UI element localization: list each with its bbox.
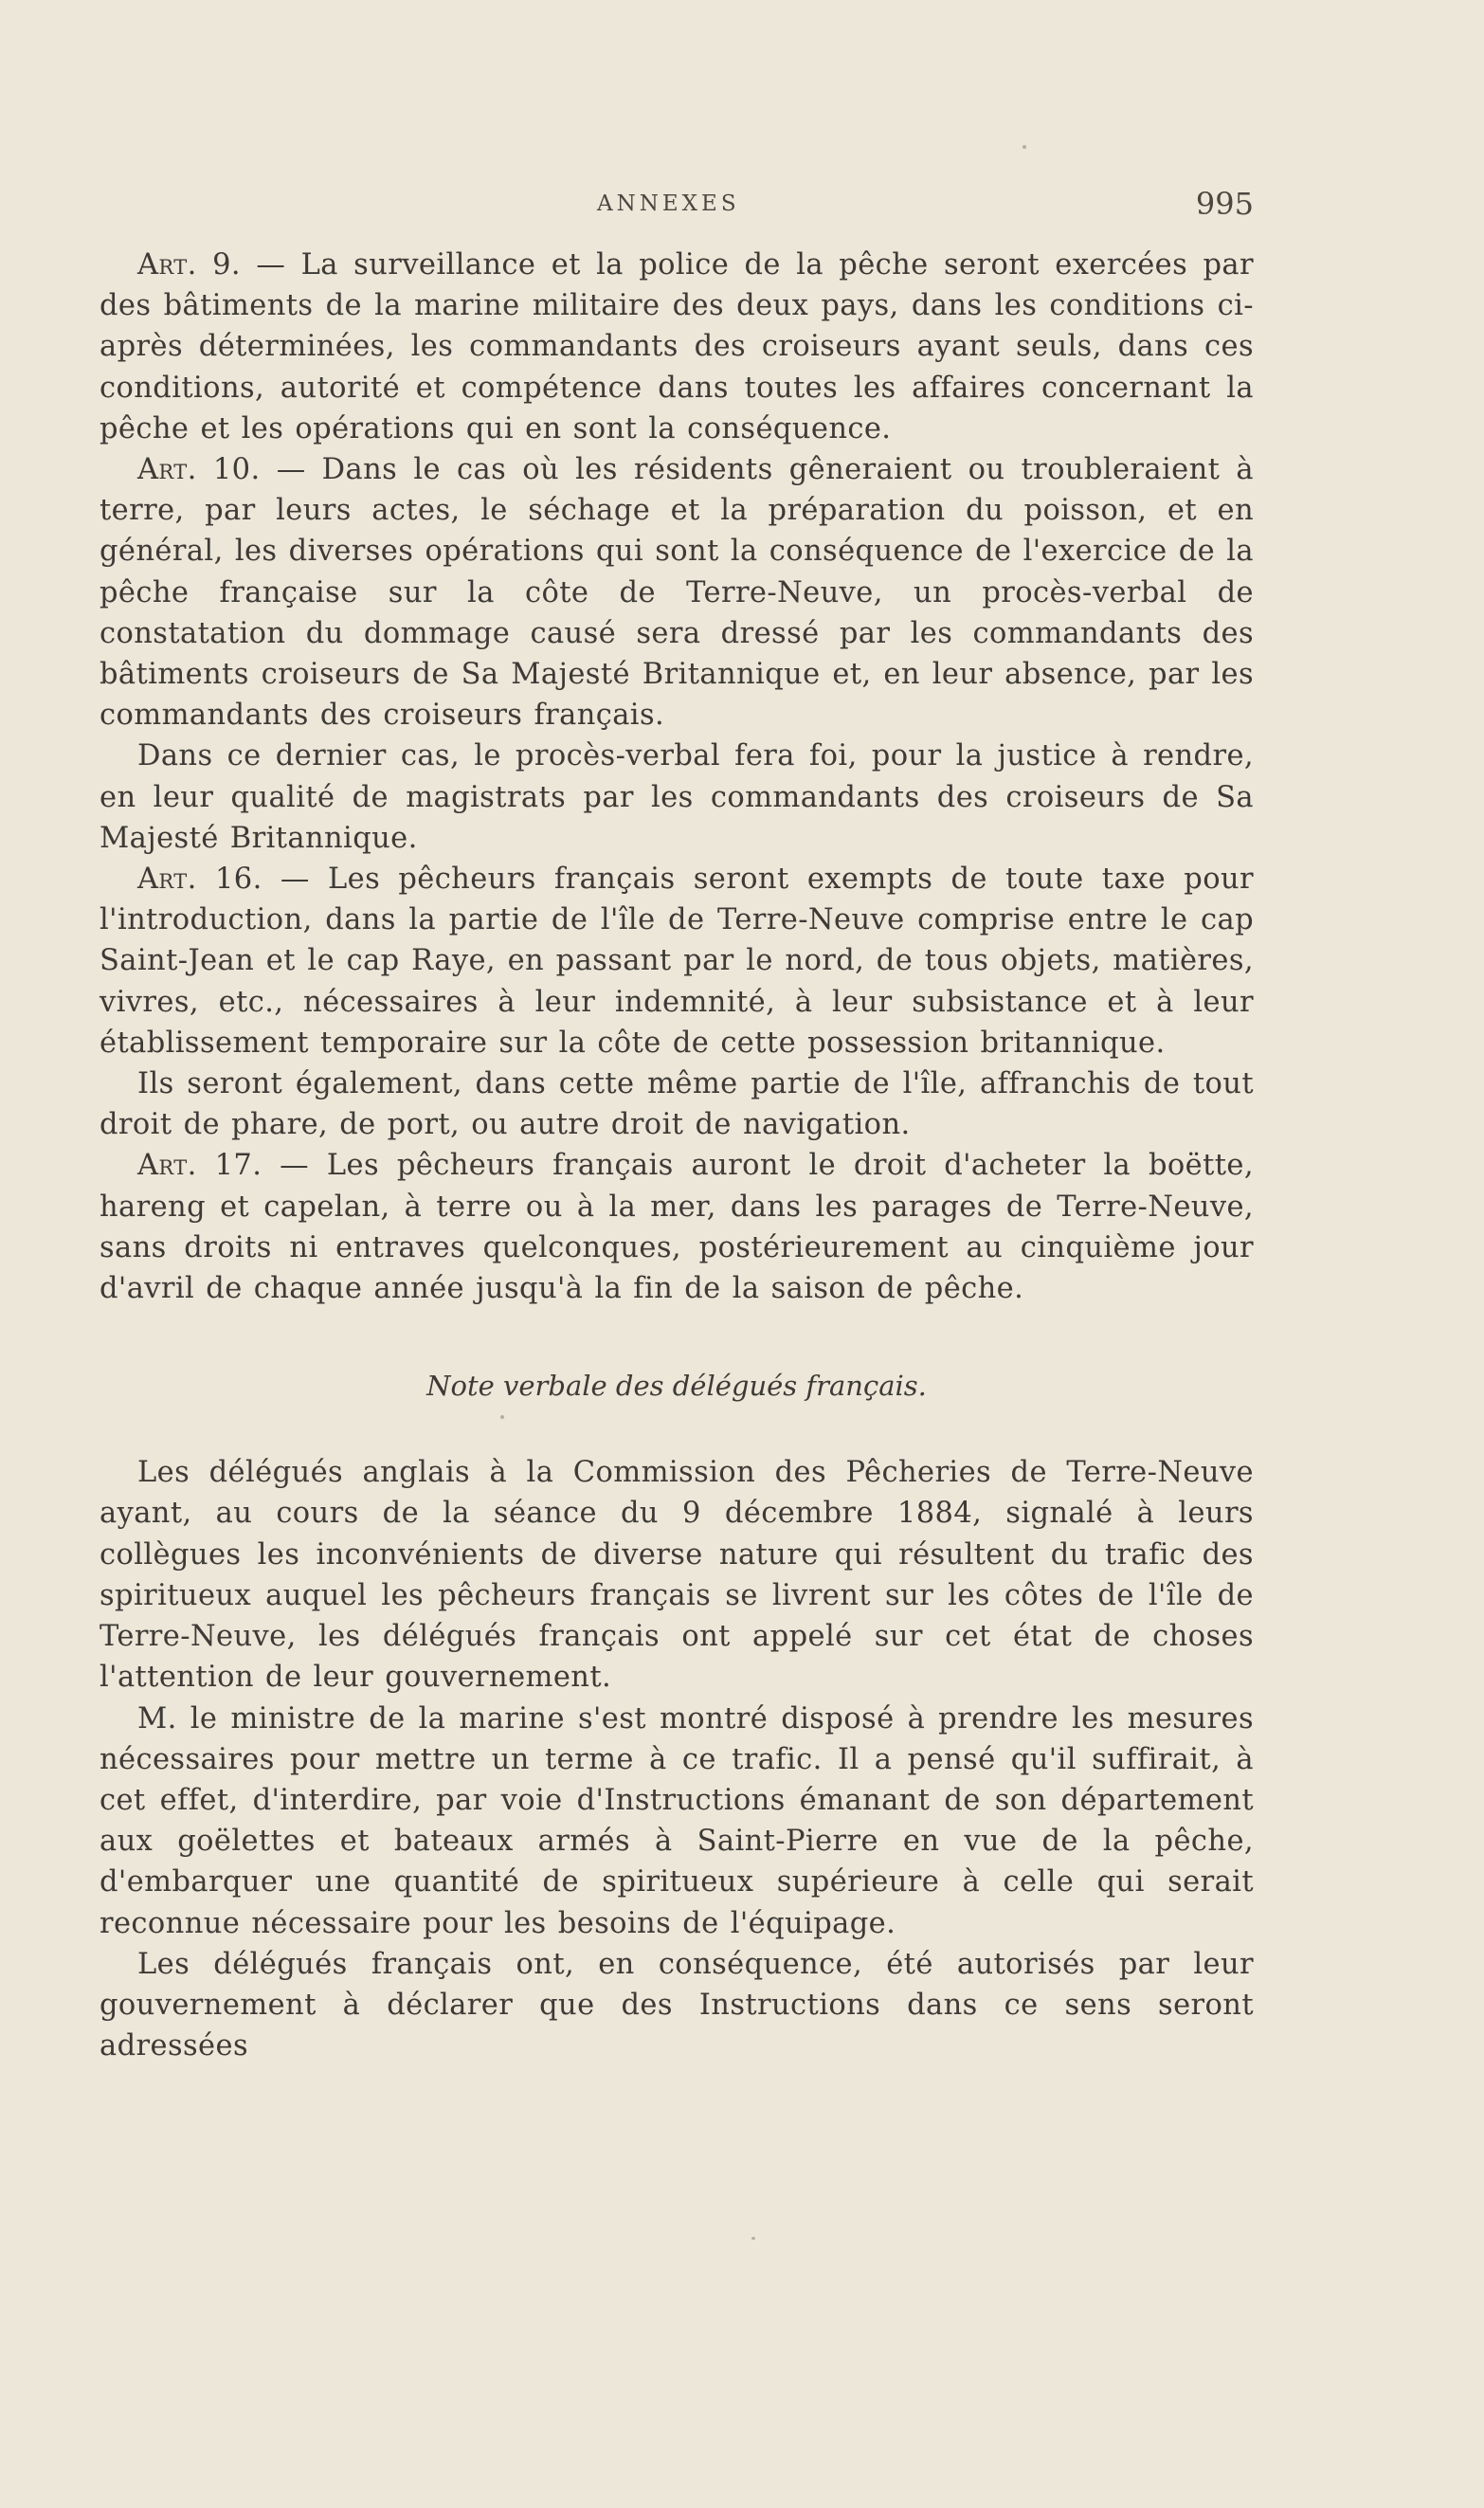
paper-speck — [1023, 145, 1026, 149]
article-label: Art. 10. — [137, 453, 261, 487]
article-10-continuation-paragraph — [100, 736, 1254, 859]
note-paragraph: Les délégués anglais à la Commission des Pêcheries de Terre-Neuve ayant, au cours de la séance du 9 décembre 1884, signalé à leurs collègues les inconvénients de diverse nature qui résultent du trafic des spiritueux auquel les pêcheurs français se livrent sur les côtes de l'île de Terre-Neuve, les délégués français ont appelé sur cet état de choses l'attention de leur gouvernement. — [100, 1456, 1254, 1695]
article-16-paragraph — [100, 859, 1254, 1063]
article-16-continuation-paragraph — [100, 1063, 1254, 1145]
note-paragraph: Les délégués français ont, en conséquence, été autorisés par leur gouvernement à déclarer que des Instructions dans ce sens seront adressées — [100, 1947, 1254, 2063]
article-text: — Dans le cas où les résidents gêneraient ou troubleraient à terre, par leurs actes, le séchage et la préparation du poisson, et en général, les diverses opérations qui sont la conséquence de l'exercice de la pêche française sur la côte de Terre-Neuve, un procès-verbal de constatation du dommage causé sera dressé par les commandants des bâtiments croiseurs de Sa Majesté Britannique et, en leur absence, par les commandants des croiseurs français. — [100, 453, 1254, 733]
article-text: — Les pêcheurs français auront le droit d'acheter la boëtte, hareng et capelan, à terre ou à la mer, dans les parages de Terre-Neuve, sans droits ni entraves quelconques, postérieurement au cinquième jour d'avril de chaque année jusqu'à la fin de la saison de pêche. — [100, 1149, 1254, 1306]
page-header — [100, 186, 1254, 229]
page-body — [100, 245, 1254, 2066]
paper-speck — [751, 2237, 755, 2240]
article-9-paragraph — [100, 245, 1254, 449]
article-17-paragraph — [100, 1145, 1254, 1309]
article-text: — Les pêcheurs français seront exempts de toute taxe pour l'introduction, dans la partie de l'île de Terre-Neuve comprise entre le cap Saint-Jean et le cap Raye, en passant par le nord, de tous objets, matières, vivres, etc., nécessaires à leur indemnité, à leur subsistance et à leur établissement temporaire sur la côte de cette possession britannique. — [100, 863, 1254, 1060]
article-label: Art. 9. — [137, 248, 242, 282]
article-text: — La surveillance et la police de la pêche seront exercées par des bâtiments de la marine militaire des deux pays, dans les conditions ci-après déterminées, les commandants des croiseurs ayant seuls, dans ces conditions, autorité et compétence dans toutes les affaires concernant la pêche et les opérations qui en sont la conséquence. — [100, 248, 1254, 445]
note-paragraph: M. le ministre de la marine s'est montré disposé à prendre les mesures nécessaires pour mettre un terme à ce trafic. Il a pensé qu'il suffirait, à cet effet, d'interdire, par voie d'Instructions émanant de son département aux goëlettes et bateaux armés à Saint-Pierre en vue de la pêche, d'embarquer une quantité de spiritueux supérieure à celle qui serait reconnue nécessaire pour les besoins de l'équipage. — [100, 1701, 1254, 1940]
article-label: Art. 17. — [137, 1149, 262, 1183]
article-10-paragraph — [100, 449, 1254, 736]
running-head: ANNEXES — [597, 191, 740, 216]
article-label: Art. 16. — [137, 863, 262, 897]
page-number: 995 — [1195, 186, 1254, 222]
section-title: Note verbale des délégués français. — [426, 1370, 927, 1403]
paragraph-text: Ils seront également, dans cette même partie de l'île, affranchis de tout droit de phare, de port, ou autre droit de navigation. — [100, 1067, 1254, 1142]
paragraph-text: Dans ce dernier cas, le procès-verbal fera foi, pour la justice à rendre, en leur qualité de magistrats par les commandants des croiseurs de Sa Majesté Britannique. — [100, 739, 1254, 855]
